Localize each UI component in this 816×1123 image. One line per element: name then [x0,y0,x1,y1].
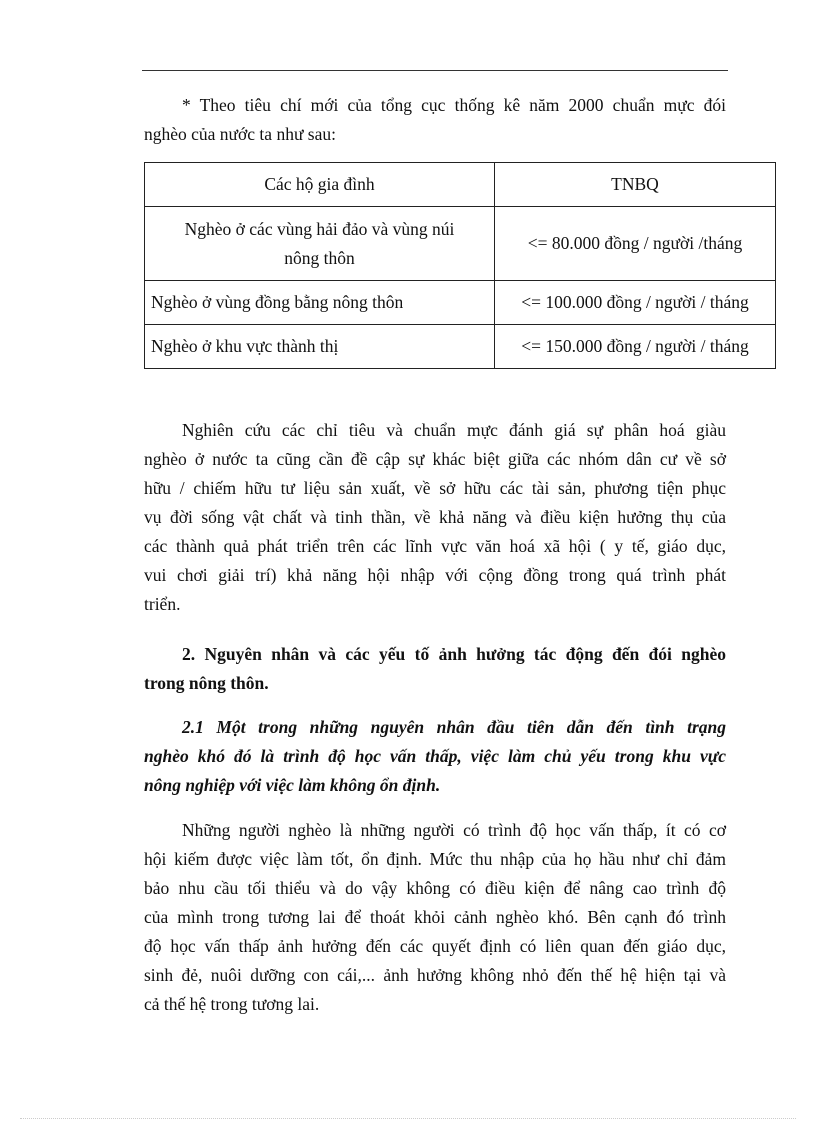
header-tnbq: TNBQ [495,163,776,207]
text-line: vui chơi giải trí) khả năng hội nhập với cộng đồng trong quá trình phát [144,565,726,585]
text-line: nghèo ở nước ta cũng cần đề cập sự khác biệt giữa các nhóm dân cư về sở [144,449,726,469]
page-bottom-rule [20,1118,796,1119]
text-line: hội kiếm được việc làm tốt, ổn định. Mức thu nhập của họ hầu như chỉ đảm [144,849,726,869]
text-line: vụ đời sống vật chất và tinh thần, về khả năng và điều kiện hưởng thụ của [144,507,726,527]
heading-line: 2.1 Một trong những nguyên nhân đầu tiên dẫn đến tình trạng [182,717,726,737]
row-group: Nghèo ở vùng đồng bằng nông thôn [145,281,495,325]
body-paragraph-2 [144,816,726,1019]
text-line: bảo nhu cầu tối thiểu và do vậy không có điều kiện để nâng cao trình độ [144,878,726,898]
subsection-heading-2-1 [144,713,726,800]
header-rule [142,70,728,71]
row-group-line: nông thôn [284,247,355,268]
text-line: hữu / chiếm hữu tư liệu sản xuất, về sở hữu các tài sản, phương tiện phục [144,478,726,498]
text-line: các thành quả phát triển trên các lĩnh vực văn hoá xã hội ( y tế, giáo dục, [144,536,726,556]
table-row [145,325,776,369]
text-line: Những người nghèo là những người có trình độ học vấn thấp, ít có cơ [182,820,726,840]
heading-line: nông nghiệp với việc làm không ổn định. [144,775,441,795]
heading-line: 2. Nguyên nhân và các yếu tố ảnh hưởng tác động đến đói nghèo [182,644,726,664]
row-value: <= 150.000 đồng / người / tháng [495,325,776,369]
row-group: Nghèo ở khu vực thành thị [145,325,495,369]
text-line: độ học vấn thấp ảnh hưởng đến các quyết định có liên quan đến giáo dục, [144,936,726,956]
heading-line: trong nông thôn. [144,673,269,693]
row-value: <= 100.000 đồng / người / tháng [495,281,776,325]
section-heading-2 [144,640,726,698]
row-value: <= 80.000 đồng / người /tháng [495,207,776,281]
text-line: sinh đẻ, nuôi dưỡng con cái,... ảnh hưởng không nhỏ đến thế hệ hiện tại và [144,965,726,985]
body-paragraph-1 [144,416,726,619]
text-line: của mình trong tương lai để thoát khỏi cảnh nghèo khó. Bên cạnh đó trình [144,907,726,927]
intro-line: nghèo của nước ta như sau: [144,124,336,144]
header-households: Các hộ gia đình [145,163,495,207]
table-row [145,207,776,281]
row-group-line: Nghèo ở các vùng hải đảo và vùng núi [184,218,455,239]
heading-line: nghèo khó đó là trình độ học vấn thấp, việc làm chủ yếu trong khu vực [144,746,726,766]
text-line: Nghiên cứu các chỉ tiêu và chuẩn mực đánh giá sự phân hoá giàu [182,420,726,440]
text-line: cả thế hệ trong tương lai. [144,994,320,1014]
table-row [145,281,776,325]
intro-line: * Theo tiêu chí mới của tổng cục thống kê năm 2000 chuẩn mực đói [182,95,726,115]
intro-paragraph [144,91,726,149]
poverty-threshold-table [144,162,776,369]
row-group [145,207,495,281]
table-header-row [145,163,776,207]
text-line: triển. [144,594,181,614]
